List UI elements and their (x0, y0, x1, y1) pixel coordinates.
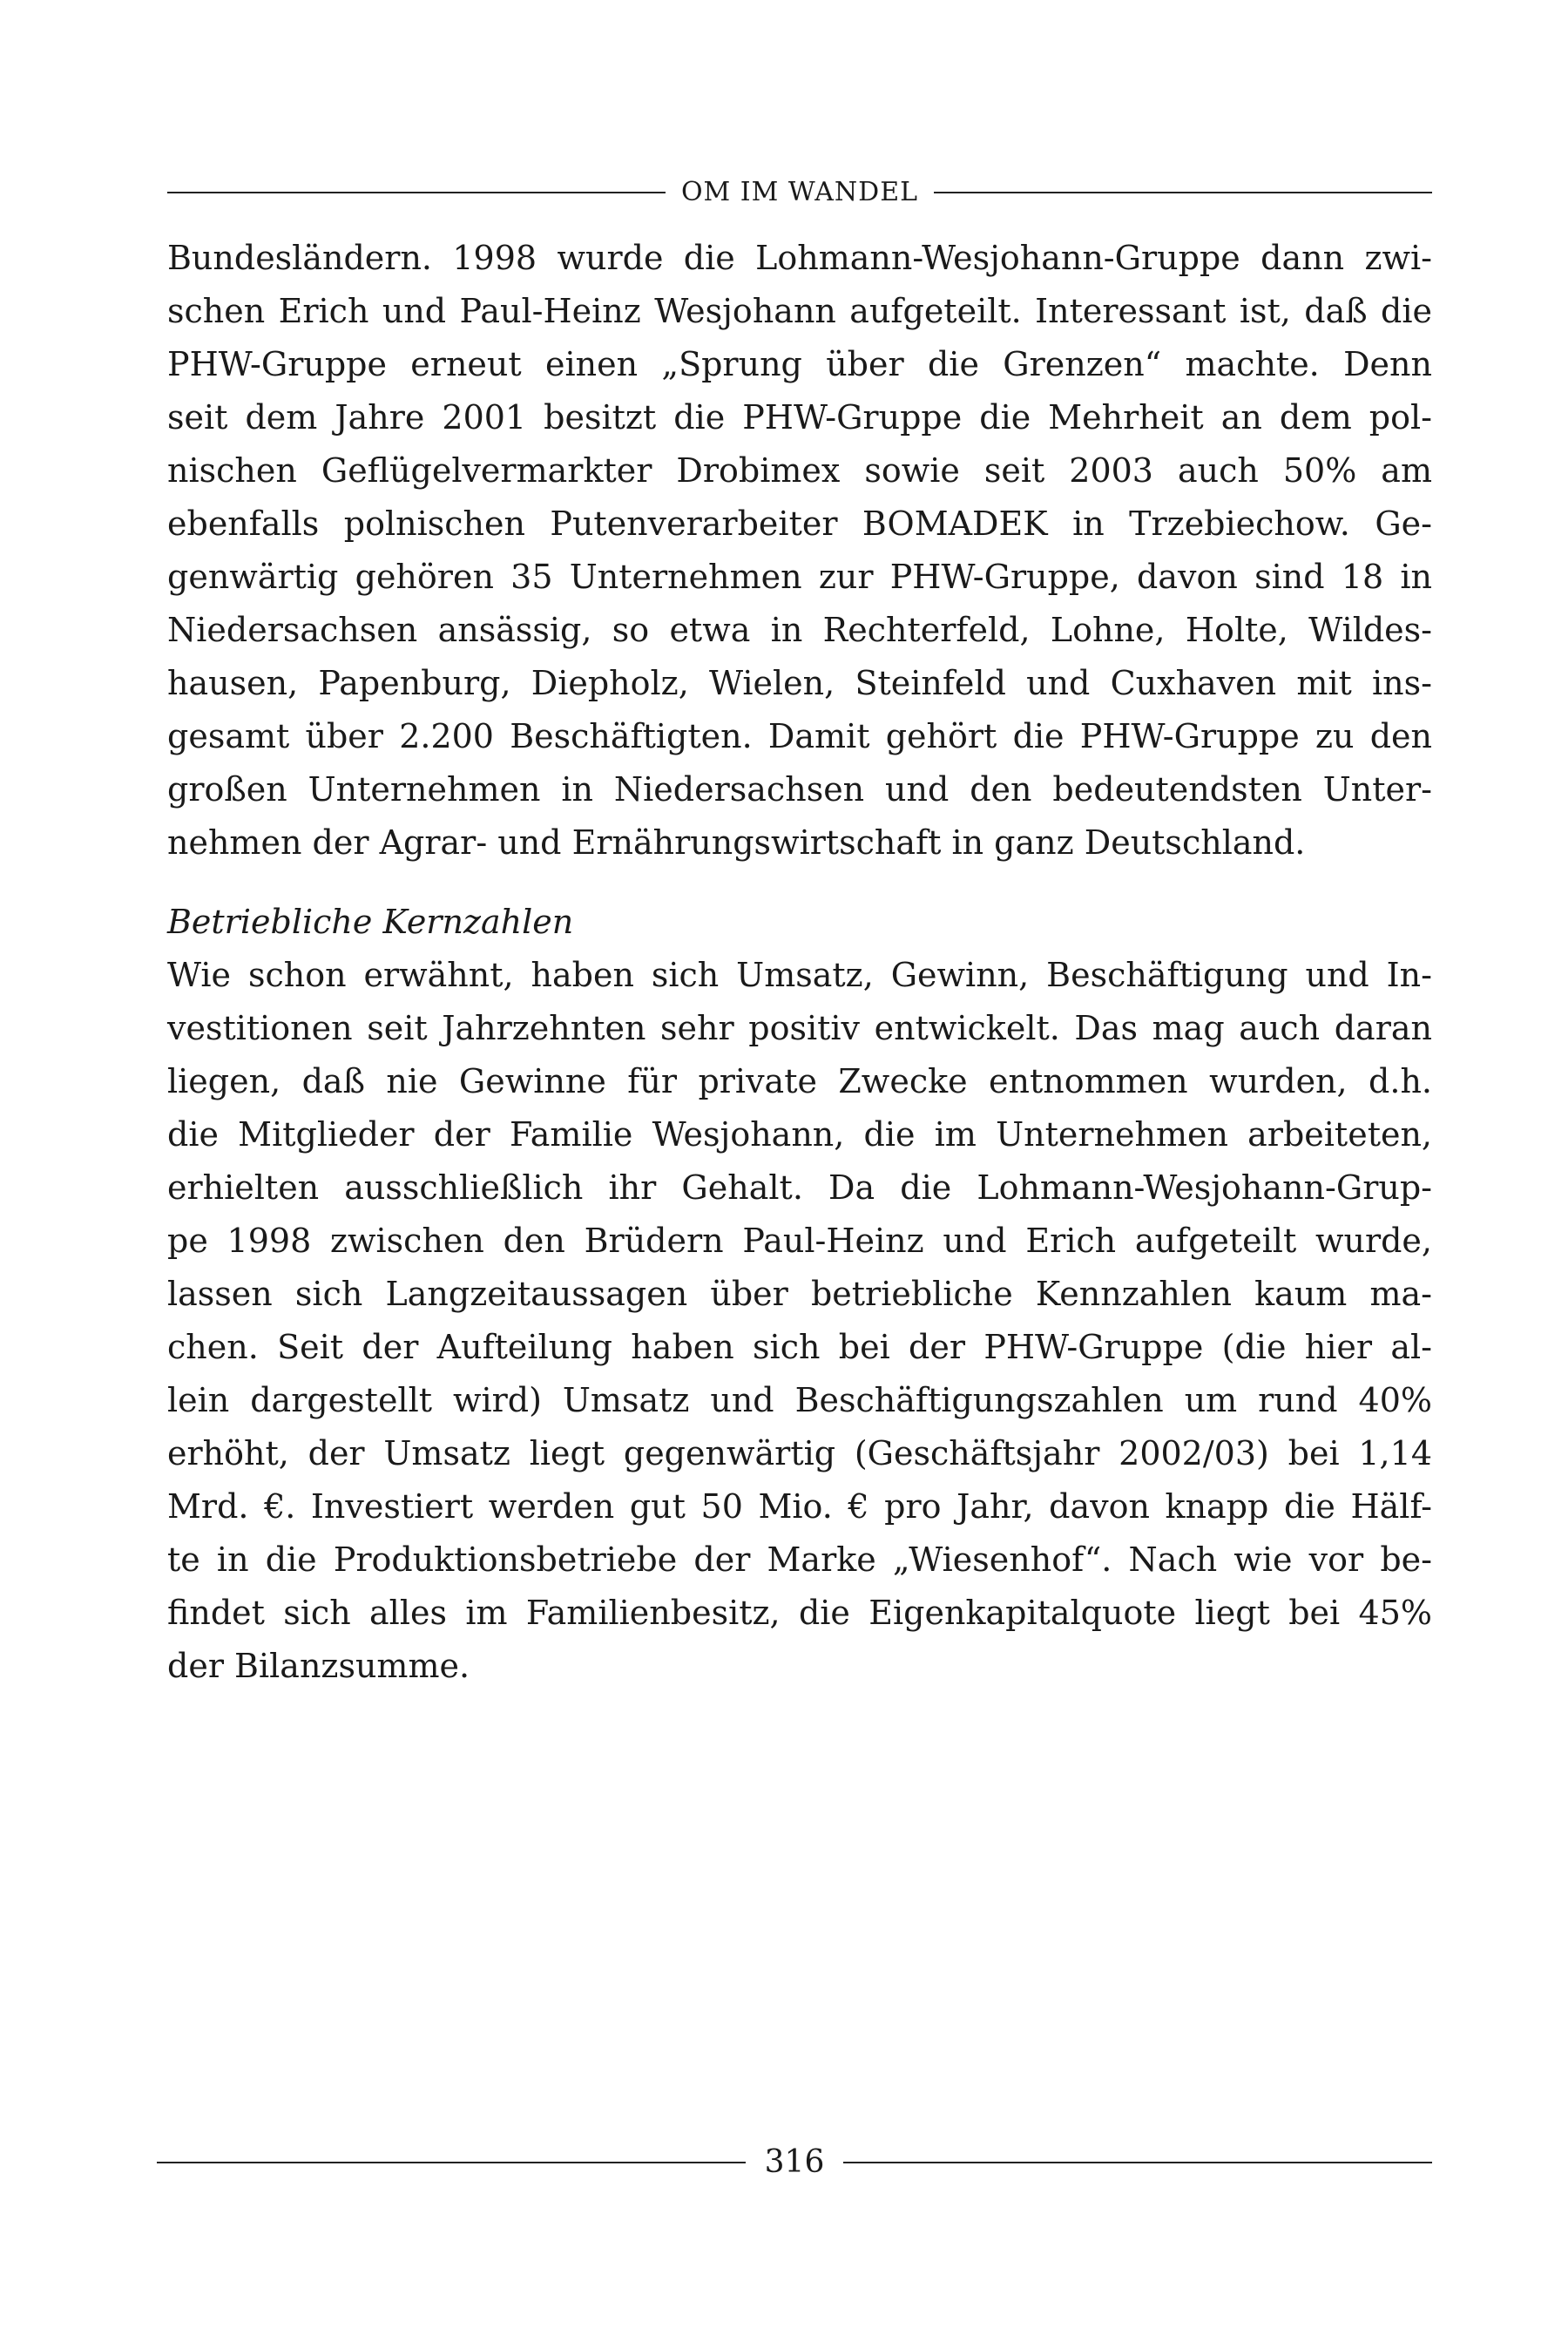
text-line: Wie schon erwähnt, haben sich Umsatz, Gewinn, Beschäftigung und In- (167, 956, 1432, 994)
running-head-rule-right (934, 192, 1432, 193)
running-head-rule-left (167, 192, 666, 193)
text-line: der Bilanzsumme. (167, 1647, 470, 1685)
text-line: erhöht, der Umsatz liegt gegenwärtig (Geschäftsjahr 2002/03) bei 1,14 (167, 1434, 1432, 1472)
text-line: Bundesländern. 1998 wurde die Lohmann-Wesjohann-Gruppe dann zwi- (167, 239, 1432, 277)
text-line: hausen, Papenburg, Diepholz, Wielen, Steinfeld und Cuxhaven mit ins- (167, 664, 1432, 702)
page-footer (157, 2144, 1432, 2180)
text-line: lassen sich Langzeitaussagen über betriebliche Kennzahlen kaum ma- (167, 1275, 1432, 1313)
text-line: findet sich alles im Familienbesitz, die Eigenkapitalquote liegt bei 45% (167, 1594, 1432, 1632)
text-line: die Mitglieder der Familie Wesjohann, die im Unternehmen arbeiteten, (167, 1115, 1432, 1154)
running-head (167, 179, 1432, 206)
text-line: pe 1998 zwischen den Brüdern Paul-Heinz und Erich aufgeteilt wurde, (167, 1222, 1432, 1260)
text-line: Mrd. €. Investiert werden gut 50 Mio. € pro Jahr, davon knapp die Hälf- (167, 1487, 1432, 1526)
text-line: Niedersachsen ansässig, so etwa in Rechterfeld, Lohne, Holte, Wildes- (167, 611, 1432, 649)
text-line: seit dem Jahre 2001 besitzt die PHW-Gruppe die Mehrheit an dem pol- (167, 398, 1432, 437)
text-line: gesamt über 2.200 Beschäftigten. Damit gehört die PHW-Gruppe zu den (167, 717, 1432, 755)
text-line: schen Erich und Paul-Heinz Wesjohann aufgeteilt. Interessant ist, daß die (167, 292, 1432, 330)
text-line: erhielten ausschließlich ihr Gehalt. Da die Lohmann-Wesjohann-Grup- (167, 1168, 1432, 1207)
text-line: te in die Produktionsbetriebe der Marke „Wiesenhof“. Nach wie vor be- (167, 1540, 1432, 1579)
running-head-title: OM IM WANDEL (680, 177, 919, 207)
body-text (167, 232, 1432, 1693)
text-line: ebenfalls polnischen Putenverarbeiter BOMADEK in Trzebiechow. Ge- (167, 504, 1432, 543)
text-line: liegen, daß nie Gewinne für private Zwecke entnommen wurden, d.h. (167, 1062, 1432, 1100)
text-line: großen Unternehmen in Niedersachsen und den bedeutendsten Unter- (167, 770, 1432, 809)
text-line: genwärtig gehören 35 Unternehmen zur PHW-Gruppe, davon sind 18 in (167, 558, 1432, 596)
text-line: lein dargestellt wird) Umsatz und Beschäftigungszahlen um rund 40% (167, 1381, 1432, 1419)
footer-rule-left (157, 2162, 746, 2163)
text-line: vestitionen seit Jahrzehnten sehr positiv entwickelt. Das mag auch daran (167, 1009, 1432, 1047)
section-heading: Betriebliche Kernzahlen (167, 903, 574, 941)
text-line: PHW-Gruppe erneut einen „Sprung über die Grenzen“ machte. Denn (167, 345, 1432, 383)
footer-rule-right (843, 2162, 1432, 2163)
page-number: 316 (764, 2144, 825, 2180)
paragraph-gap (167, 870, 1432, 896)
text-line: nehmen der Agrar- und Ernährungswirtschaft in ganz Deutschland. (167, 823, 1306, 862)
text-line: nischen Geflügelvermarkter Drobimex sowie seit 2003 auch 50% am (167, 451, 1432, 490)
text-line: chen. Seit der Aufteilung haben sich bei der PHW-Gruppe (die hier al- (167, 1328, 1432, 1366)
